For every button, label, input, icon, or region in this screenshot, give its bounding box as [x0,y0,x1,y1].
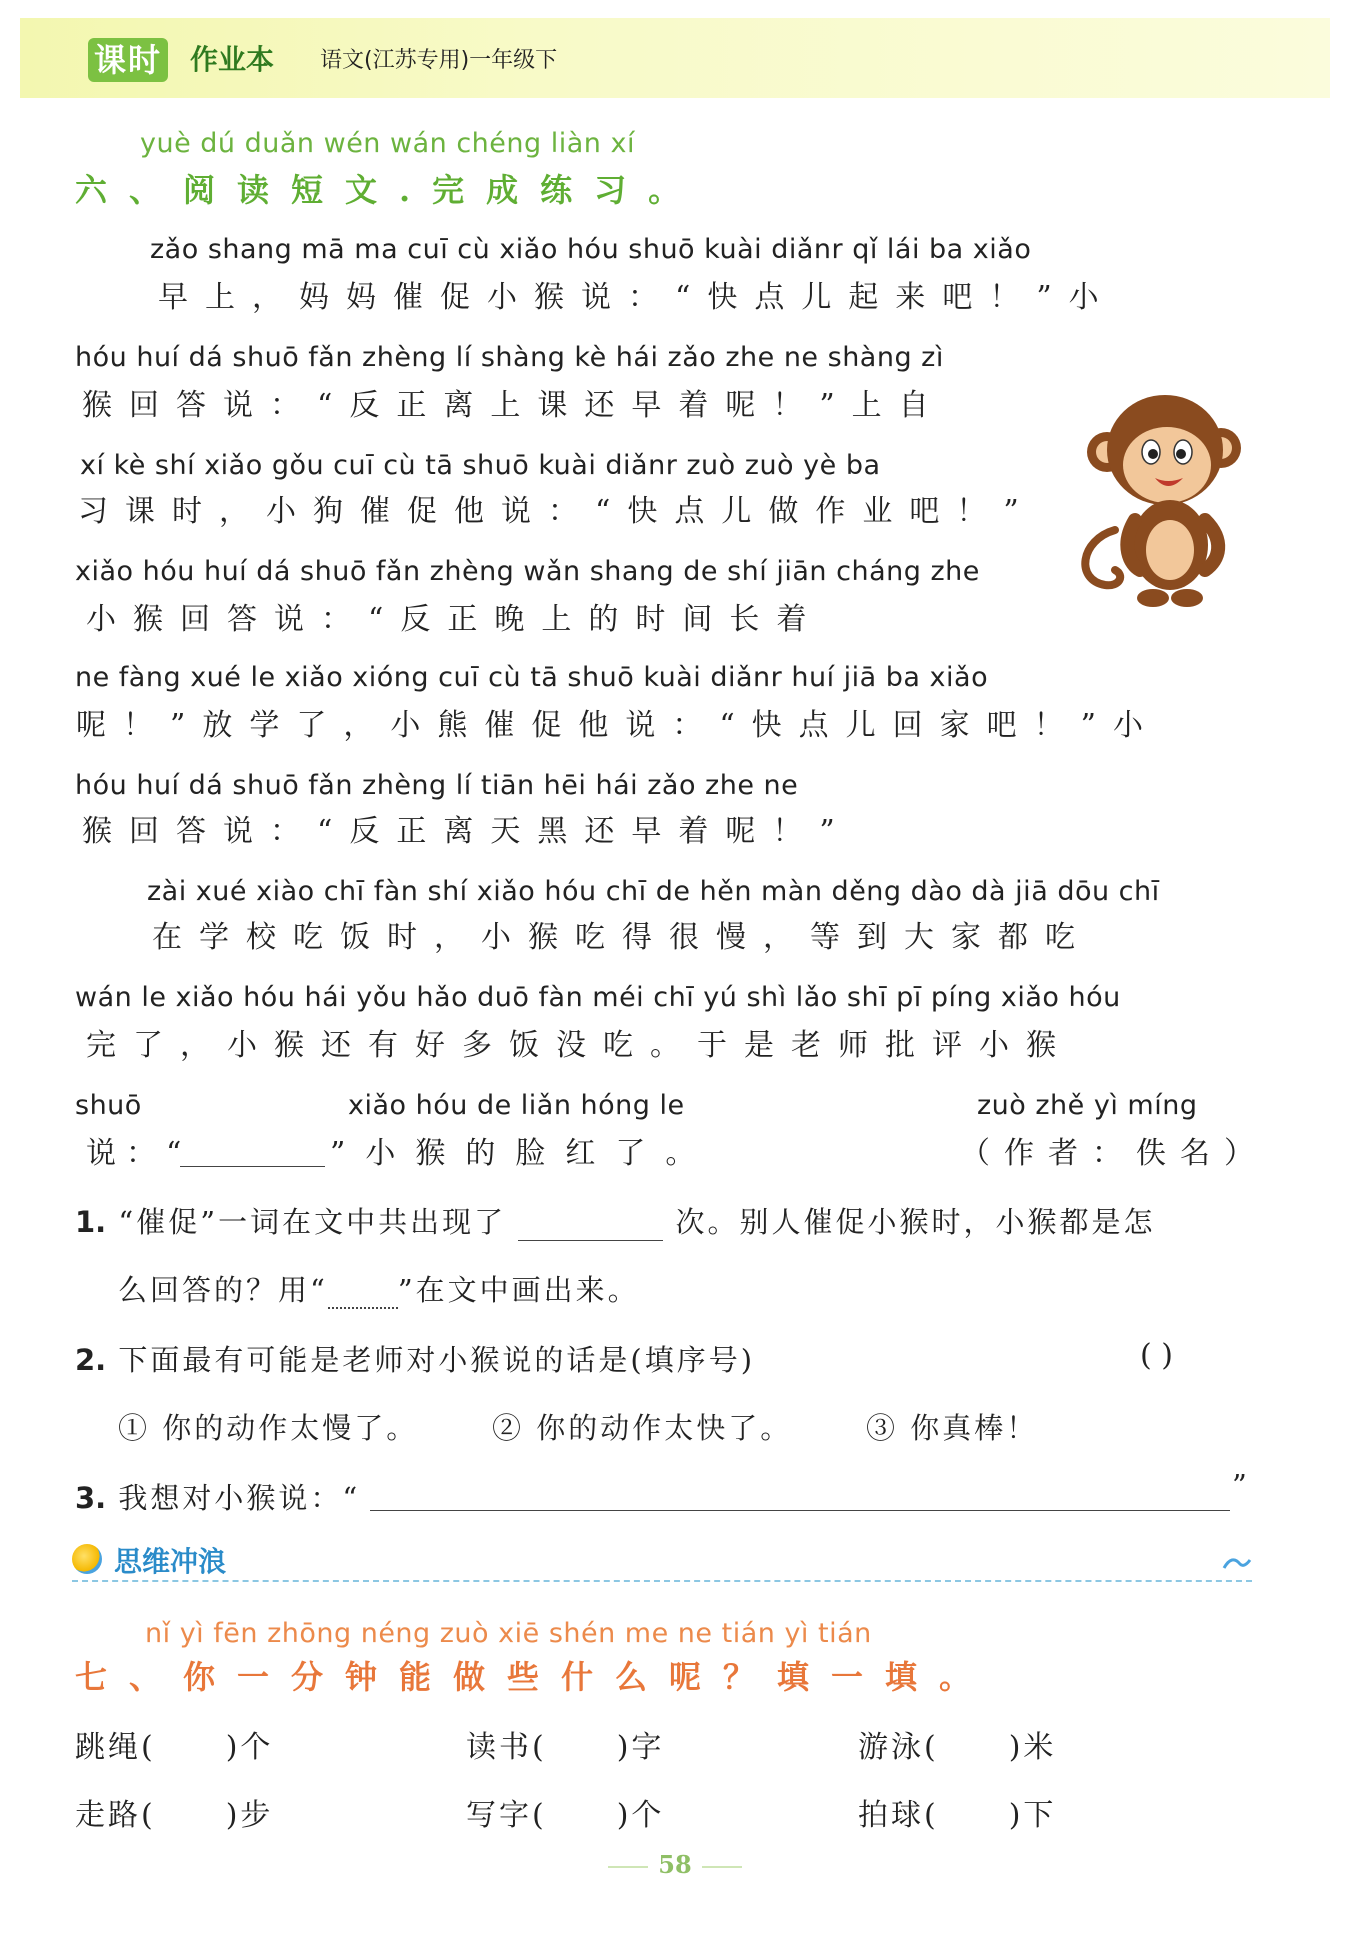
question-1-line-2 [118,1268,640,1309]
question-2-option-3: ③ 你真棒！ [866,1411,1039,1445]
question-1-number: 1. [75,1205,107,1239]
fill-item-label: 走路( [75,1798,156,1833]
fill-item-label: 读书( [466,1730,547,1765]
fill-item-writing [466,1790,664,1834]
question-2-answer-paren[interactable]: ( ) [1140,1338,1173,1373]
page-number-rule-left [608,1866,648,1868]
question-3-answer-line[interactable] [370,1478,1230,1511]
passage-pinyin-9c: zuò zhě yì míng [977,1090,1198,1121]
passage-line-8: 完了，小猴还有好多饭没吃。于是老师批评小猴 [86,1028,1073,1063]
page-number-rule-right [702,1866,742,1868]
fill-item-unit: )个 [616,1798,665,1833]
fill-item-unit: )下 [1008,1798,1057,1833]
passage-line-9a: 说：“ [86,1136,192,1171]
passage-pinyin-6: hóu huí dá shuō fǎn zhèng lí tiān hēi hái zǎo zhe ne [75,770,799,801]
question-1-line-1 [75,1200,1156,1241]
question-1-text-a: “催促”一词在文中共出现了 [118,1205,507,1239]
question-3-number: 3. [75,1481,107,1515]
fill-item-unit: )米 [1008,1730,1057,1765]
fill-item-label: 游泳( [858,1730,939,1765]
passage-pinyin-5: ne fàng xué le xiǎo xióng cuī cù tā shuō kuài diǎnr huí jiā ba xiǎo [75,662,989,693]
question-2-option-1: ① 你的动作太慢了。 [118,1411,419,1445]
passage-pinyin-4: xiǎo hóu huí dá shuō fǎn zhèng wǎn shang de shí jiān cháng zhe [75,556,980,587]
passage-line-7: 在学校吃饭时，小猴吃得很慢，等到大家都吃 [152,920,1092,955]
fill-item-unit: )步 [225,1798,274,1833]
fill-item-swimming [858,1722,1056,1766]
passage-pinyin-9a: shuō [75,1090,142,1121]
page-number [0,1850,1350,1879]
page-number-value: 58 [658,1850,692,1879]
question-3 [75,1476,360,1517]
section7-pinyin: nǐ yì fēn zhōng néng zuò xiē shén me ne tián yì tián [145,1618,872,1649]
fill-item-reading [466,1722,664,1766]
section7-title: 七、你一分钟能做些什么呢？填一填。 [75,1658,994,1696]
question-1-text-b: 次。别人催促小猴时，小猴都是怎 [675,1205,1156,1239]
brand-title: 作业本 [190,43,275,76]
question-2 [75,1338,755,1379]
section6-title: 六、阅读短文.完成练习。 [75,171,703,209]
passage-line-1: 早上，妈妈催促小猴说：“快点儿起来吧！”小 [158,280,1116,315]
fill-item-jump-rope [75,1722,273,1766]
passage-line-4: 小猴回答说：“反正晚上的时间长着 [86,602,824,637]
thinking-section-title: 思维冲浪 [114,1545,227,1578]
brand-logo: 课时 [88,38,168,82]
section6-pinyin: yuè dú duǎn wén wán chéng liàn xí [140,128,635,159]
passage-line-5: 呢！”放学了，小熊催促他说：“快点儿回家吧！”小 [76,708,1161,743]
passage-line-2: 猴回答说：“反正离上课还早着呢！”上自 [82,388,946,423]
fill-item-ball-bounce [858,1790,1056,1834]
thinking-section-banner [72,1540,1252,1582]
question-3-close-quote: ” [1232,1468,1250,1502]
question-2-number: 2. [75,1343,107,1377]
fill-item-label: 写字( [466,1798,547,1833]
question-2-option-2: ② 你的动作太快了。 [492,1411,793,1445]
passage-pinyin-3: xí kè shí xiǎo gǒu cuī cù tā shuō kuài diǎnr zuò zuò yè ba [80,450,881,481]
passage-line-9b: ”小猴的脸红了。 [330,1136,716,1171]
lightbulb-icon [72,1544,102,1574]
passage-pinyin-2: hóu huí dá shuō fǎn zhèng lí shàng kè hái zǎo zhe ne shàng zì [75,342,944,373]
passage-pinyin-7: zài xué xiào chī fàn shí xiǎo hóu chī de hěn màn děng dào dà jiā dōu chī [147,876,1160,907]
fill-item-unit: )个 [225,1730,274,1765]
question-3-text: 我想对小猴说：“ [118,1481,361,1515]
question-1-count-blank[interactable] [518,1210,663,1241]
book-info: 语文(江苏专用)一年级下 [320,48,558,73]
passage-pinyin-1: zǎo shang mā ma cuī cù xiǎo hóu shuō kuài diǎnr qǐ lái ba xiǎo [150,234,1032,265]
fill-item-label: 跳绳( [75,1730,156,1765]
fill-item-label: 拍球( [858,1798,939,1833]
question-1-text-d: ”在文中画出来。 [397,1273,640,1307]
wavy-line-mark [328,1281,398,1309]
fill-item-unit: )字 [616,1730,665,1765]
passage-line-3: 习课时，小狗催促他说：“快点儿做作业吧！” [78,494,1036,529]
question-1-text-c: 么回答的？用“ [118,1273,328,1307]
author-note: （作者：佚名） [960,1136,1268,1171]
wave-icon [1222,1552,1252,1572]
question-2-text: 下面最有可能是老师对小猴说的话是(填序号) [118,1343,756,1377]
passage-line-6: 猴回答说：“反正离天黑还早着呢！” [82,814,852,849]
monkey-illustration [1075,380,1250,610]
passage-pinyin-9b: xiǎo hóu de liǎn hóng le [348,1090,685,1121]
fill-item-walking [75,1790,273,1834]
quote-answer-blank[interactable] [180,1136,325,1167]
passage-pinyin-8: wán le xiǎo hóu hái yǒu hǎo duō fàn méi chī yú shì lǎo shī pī píng xiǎo hóu [75,982,1121,1013]
